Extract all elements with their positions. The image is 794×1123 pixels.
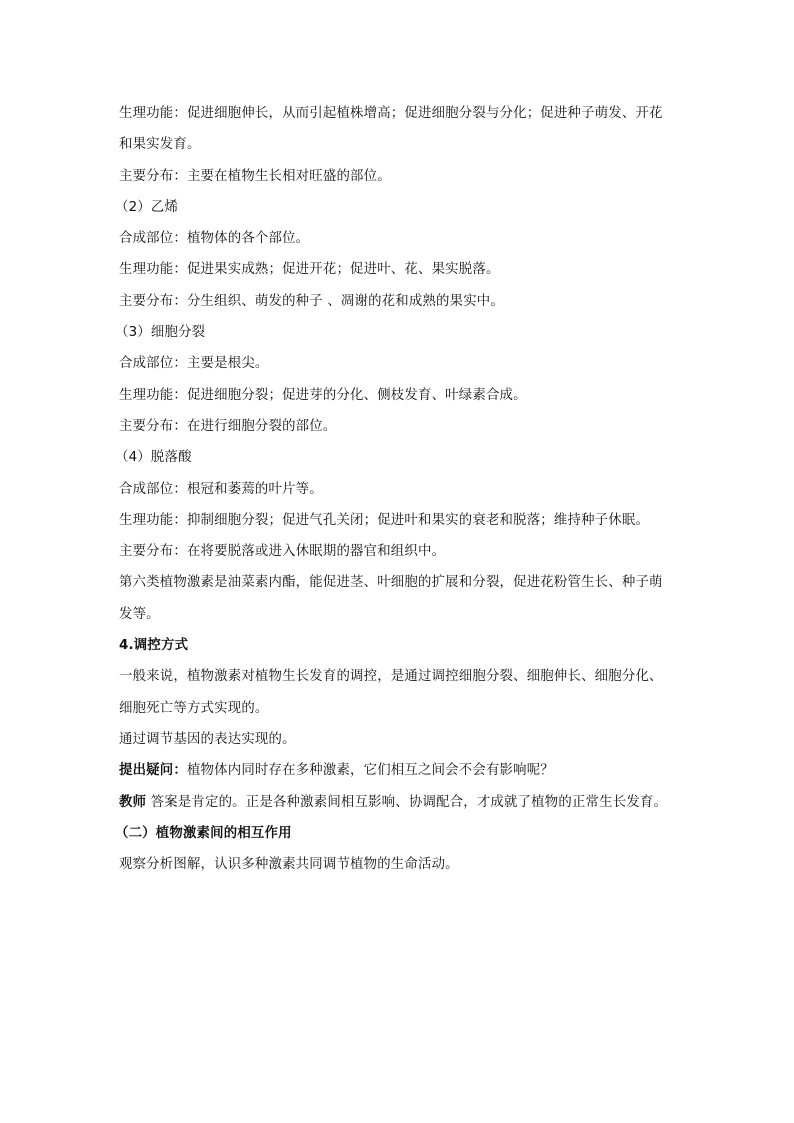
text-line: 通过调节基因的表达实现的。 xyxy=(119,731,296,747)
question-text: 植物体内同时存在多种激素，它们相互之间会不会有影响呢？ xyxy=(186,763,554,779)
text-line: 一般来说，植物激素对植物生长发育的调控，是通过调控细胞分裂、细胞伸长、细胞分化、 xyxy=(119,669,663,685)
text-line: 主要分布：在进行细胞分裂的部位。 xyxy=(119,418,337,434)
document-page xyxy=(115,98,684,880)
text-line: 生理功能：促进细胞分裂；促进芽的分化、侧枝发育、叶绿素合成。 xyxy=(119,387,527,403)
text-line: 发等。 xyxy=(119,606,160,622)
teacher-label: 教师 xyxy=(119,794,147,810)
text-line: 细胞死亡等方式实现的。 xyxy=(119,700,269,716)
question-line xyxy=(119,755,684,786)
subheading-cytokinin: （3）细胞分裂 xyxy=(115,325,206,341)
subheading-abscisic-acid: （4）脱落酸 xyxy=(115,450,192,466)
section-heading-regulation: 4.调控方式 xyxy=(119,638,189,654)
text-line: 合成部位：根冠和萎蔫的叶片等。 xyxy=(119,481,323,497)
text-line: 合成部位：主要是根尖。 xyxy=(119,356,269,372)
text-line: 第六类植物激素是油菜素内酯，能促进茎、叶细胞的扩展和分裂，促进花粉管生长、种子萌 xyxy=(119,575,663,591)
question-label: 提出疑问： xyxy=(119,763,187,779)
text-line: 生理功能：促进细胞伸长，从而引起植株增高；促进细胞分裂与分化；促进种子萌发、开花 xyxy=(119,106,663,121)
text-line: 主要分布：在将要脱落或进入休眠期的器官和组织中。 xyxy=(119,544,446,560)
text-line: 合成部位：植物体的各个部位。 xyxy=(119,231,310,247)
text-line: 生理功能：抑制细胞分裂；促进气孔关闭；促进叶和果实的衰老和脱落；维持种子休眠。 xyxy=(119,512,650,528)
text-line: 观察分析图解，认识多种激素共同调节植物的生命活动。 xyxy=(119,857,459,873)
text-line: 生理功能：促进果实成熟；促进开花；促进叶、花、果实脱落。 xyxy=(119,262,500,278)
text-line: 主要分布：主要在植物生长相对旺盛的部位。 xyxy=(119,168,391,184)
teacher-line xyxy=(119,787,684,818)
text-line: 主要分布：分生组织、萌发的种子 、凋谢的花和成熟的果实中。 xyxy=(119,293,504,309)
subheading-ethylene: （2）乙烯 xyxy=(115,199,179,215)
text-line: 和果实发育。 xyxy=(119,137,201,153)
section-heading-interaction: （二）植物激素间的相互作用 xyxy=(115,825,292,841)
teacher-text: 答案是肯定的。正是各种激素间相互影响、协调配合，才成就了植物的正常生长发育。 xyxy=(146,794,668,810)
